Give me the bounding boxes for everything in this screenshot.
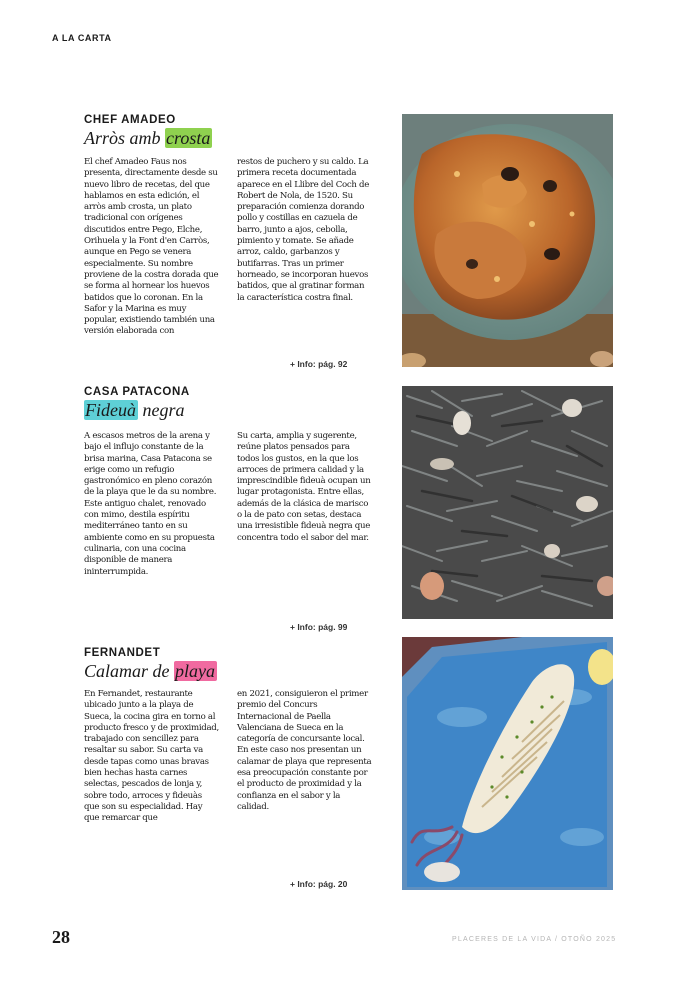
info-link[interactable]: + Info: pág. 99 bbox=[290, 622, 348, 632]
article-arros-amb-crosta bbox=[84, 114, 374, 148]
photo-calamar-de-playa bbox=[402, 637, 613, 890]
article-3-col2: en 2021, consiguieron el primer premio del Concurs Internacional de Paella Valenciana de Sueca en la categoría de concursante local. En este caso nos presentan un calamar de playa que representa esa preocupación constante por el producto de proximidad y la confianza en el sabor y la calidad. bbox=[237, 689, 372, 812]
section-label: A LA CARTA bbox=[52, 33, 112, 43]
dish-title-plain: Arròs amb bbox=[84, 128, 166, 148]
info-link[interactable]: + Info: pág. 92 bbox=[290, 359, 348, 369]
article-2-col2: Su carta, amplia y sugerente, reúne platos pensados para todos los gustos, en la que los arroces de primera calidad y la imprescindible fideuà ocupan un lugar protagonista. Entre ellas, además de la clásica de marisco o la de pato con setas, destaca una irresistible fideuà negra que concentra todo el sabor del mar. bbox=[237, 431, 371, 543]
chef-name: CASA PATACONA bbox=[84, 386, 190, 398]
article-2-col1: A escasos metros de la arena y bajo el influjo constante de la brisa marina, Casa Patacona se erige como un refugio gastronómico en pleno corazón de la playa que le da su nombre. Este antiguo chalet, renovado con mimo, destila espíritu mediterráneo tanto en su ambiente como en su propuesta culinaria, con una cocina disponible de manera ininterrumpida. bbox=[84, 431, 217, 577]
magazine-footer: PLACERES DE LA VIDA / OTOÑO 2025 bbox=[452, 936, 617, 943]
dish-title bbox=[84, 128, 374, 148]
dish-title-highlight: Fideuà bbox=[85, 400, 136, 420]
dish-title-highlight: playa bbox=[175, 661, 215, 681]
photo-arros-amb-crosta bbox=[402, 114, 613, 367]
dish-title-plain: Calamar de bbox=[84, 661, 174, 681]
dish-title bbox=[84, 661, 374, 681]
chef-name: CHEF AMADEO bbox=[84, 114, 176, 126]
chef-name: FERNANDET bbox=[84, 647, 161, 659]
photo-fideua-negra bbox=[402, 386, 613, 619]
article-fideua-negra bbox=[84, 386, 374, 420]
article-calamar-de-playa bbox=[84, 647, 374, 681]
dish-title-highlight: crosta bbox=[166, 128, 211, 148]
dish-title-plain: negra bbox=[138, 400, 185, 420]
info-link[interactable]: + Info: pág. 20 bbox=[290, 879, 348, 889]
article-1-col1: El chef Amadeo Faus nos presenta, directamente desde su nuevo libro de recetas, del que hablamos en esta edición, el arròs amb crosta, un plato tradicional con orígenes discutidos entre Pego, Elche, Orihuela y la Font d'en Carròs, aunque en Pego se venera especialmente. Su nombre proviene de la costra dorada que se forma al hornear los huevos batidos que lo coronan. En la Safor y la Marina es muy popular, existiendo también una versión elaborada con bbox=[84, 157, 219, 337]
page-number: 28 bbox=[52, 927, 70, 947]
dish-title bbox=[84, 400, 374, 420]
article-1-col2: restos de puchero y su caldo. La primera receta documentada aparece en el Llibre del Coch de Robert de Nola, de 1520. Su preparación comienza dorando pollo y costillas en cazuela de barro, junto a ajos, cebolla, pimiento y tomate. Se añade arroz, caldo, garbanzos y butifarras. Tras un primer horneado, se incorporan huevos batidos, que al gratinar forman la característica costra final. bbox=[237, 157, 370, 303]
article-3-col1: En Fernandet, restaurante ubicado junto a la playa de Sueca, la cocina gira en torno al producto fresco y de proximidad, trabajado con sencillez para resaltar su sabor. Su carta va desde tapas como unas bravas bien hechas hasta carnes selectas, pescados de lonja y, sobre todo, arroces y fideuàs que son su especialidad. Hay que remarcar que bbox=[84, 689, 219, 824]
